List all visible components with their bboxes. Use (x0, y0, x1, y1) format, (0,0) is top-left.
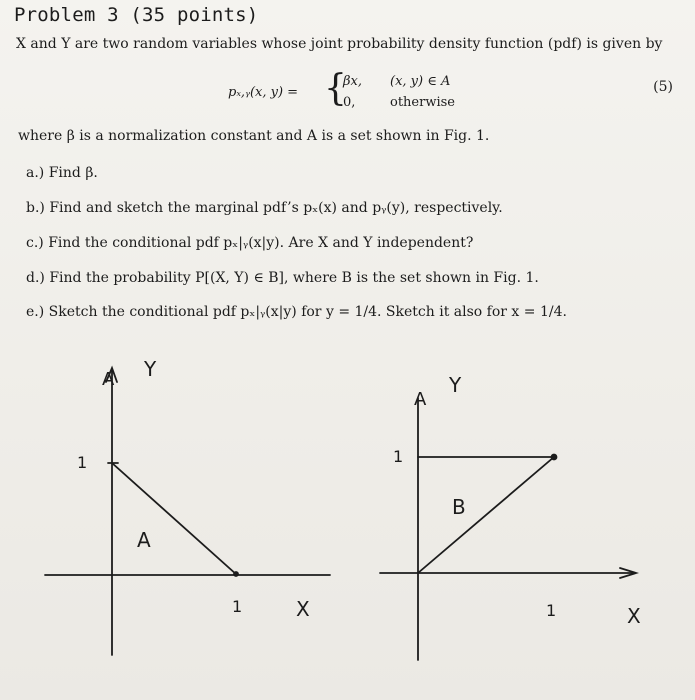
intro-text: X and Y are two random variables whose joint probability density function (pdf) is given by (16, 36, 663, 52)
pdf-equation (228, 70, 488, 114)
left-y-arrow-a: A (102, 369, 115, 390)
problem-title: Problem 3 (35 points) (14, 4, 259, 26)
region-a-hypotenuse (112, 463, 237, 575)
region-a-corner-dot (234, 572, 238, 576)
where-text: where β is a normalization constant and A is a set shown in Fig. 1. (18, 128, 490, 144)
left-y-label: Y (144, 357, 157, 381)
right-tick-y: 1 (393, 447, 404, 466)
figure-1 (0, 330, 695, 700)
equation-case2-value: 0, (343, 95, 356, 110)
question-c: c.) Find the conditional pdf pₓ|ᵧ(x|y). Are X and Y independent? (26, 235, 474, 251)
question-d: d.) Find the probability P[(X, Y) ∈ B], where B is the set shown in Fig. 1. (26, 270, 539, 286)
right-x-label: X (627, 604, 641, 628)
left-tick-x: 1 (232, 597, 243, 616)
left-region-label: A (137, 528, 151, 552)
equation-case2-condition: otherwise (390, 95, 455, 110)
right-y-label: Y (449, 373, 462, 397)
question-e: e.) Sketch the conditional pdf pₓ|ᵧ(x|y) for y = 1/4. Sketch it also for x = 1/4. (26, 304, 567, 320)
equation-number: (5) (653, 79, 673, 95)
equation-lhs: pₓ,ᵧ(x, y) = (228, 85, 299, 100)
equation-brace: { (324, 68, 347, 109)
left-x-label: X (296, 597, 310, 621)
question-b: b.) Find and sketch the marginal pdf’s pₓ(x) and pᵧ(y), respectively. (26, 200, 503, 216)
region-b-corner-dot (552, 455, 557, 460)
question-a: a.) Find β. (26, 165, 98, 181)
equation-case1-value: βx, (343, 74, 362, 89)
left-tick-y: 1 (77, 453, 88, 472)
right-y-arrow-a: A (414, 389, 427, 410)
right-tick-x: 1 (546, 601, 557, 620)
right-region-label: B (452, 495, 466, 519)
equation-case1-condition: (x, y) ∈ A (390, 74, 451, 89)
region-b-diagonal (418, 457, 554, 573)
